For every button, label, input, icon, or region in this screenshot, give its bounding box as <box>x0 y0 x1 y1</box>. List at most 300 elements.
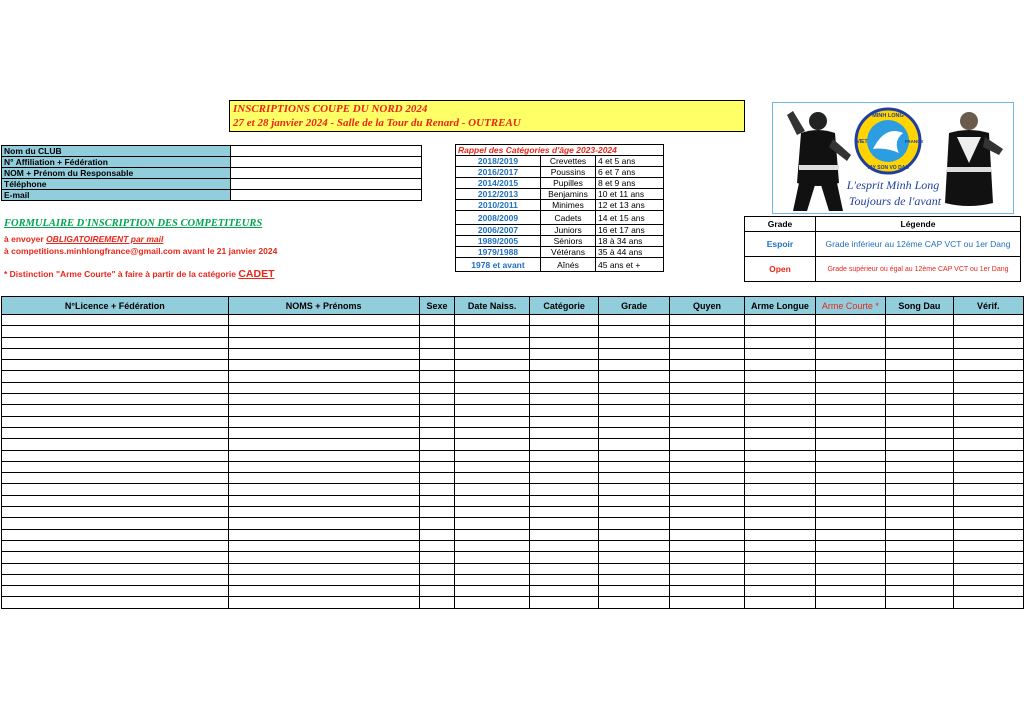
table-cell[interactable] <box>953 371 1023 382</box>
table-cell[interactable] <box>745 405 816 416</box>
table-cell[interactable] <box>745 427 816 438</box>
table-cell[interactable] <box>2 597 229 608</box>
table-cell[interactable] <box>745 315 816 326</box>
table-cell[interactable] <box>455 461 529 472</box>
table-cell[interactable] <box>886 563 953 574</box>
table-cell[interactable] <box>815 518 885 529</box>
table-cell[interactable] <box>745 450 816 461</box>
table-cell[interactable] <box>953 450 1023 461</box>
table-cell[interactable] <box>669 439 744 450</box>
table-cell[interactable] <box>599 326 669 337</box>
table-cell[interactable] <box>599 337 669 348</box>
table-cell[interactable] <box>953 495 1023 506</box>
table-cell[interactable] <box>2 427 229 438</box>
table-cell[interactable] <box>815 427 885 438</box>
table-cell[interactable] <box>419 382 455 393</box>
table-cell[interactable] <box>669 552 744 563</box>
table-cell[interactable] <box>455 450 529 461</box>
table-cell[interactable] <box>455 574 529 585</box>
table-cell[interactable] <box>228 427 419 438</box>
table-cell[interactable] <box>2 439 229 450</box>
table-cell[interactable] <box>228 371 419 382</box>
table-cell[interactable] <box>669 337 744 348</box>
table-cell[interactable] <box>419 416 455 427</box>
table-cell[interactable] <box>529 552 599 563</box>
table-cell[interactable] <box>745 326 816 337</box>
table-cell[interactable] <box>815 439 885 450</box>
club-field-input[interactable] <box>231 157 422 168</box>
table-cell[interactable] <box>228 337 419 348</box>
table-cell[interactable] <box>455 507 529 518</box>
event-title: INSCRIPTIONS COUPE DU NORD 2024 <box>233 103 428 115</box>
table-cell[interactable] <box>953 416 1023 427</box>
legend-description-header: Légende <box>816 217 1021 232</box>
table-cell[interactable] <box>599 461 669 472</box>
table-row <box>2 439 1024 450</box>
table-cell[interactable] <box>745 518 816 529</box>
table-cell[interactable] <box>886 326 953 337</box>
table-cell[interactable] <box>2 337 229 348</box>
table-cell[interactable] <box>669 326 744 337</box>
table-cell[interactable] <box>2 371 229 382</box>
table-cell[interactable] <box>599 518 669 529</box>
table-cell[interactable] <box>669 507 744 518</box>
table-cell[interactable] <box>2 552 229 563</box>
table-cell[interactable] <box>953 337 1023 348</box>
table-cell[interactable] <box>745 563 816 574</box>
table-cell[interactable] <box>815 394 885 405</box>
table-cell[interactable] <box>529 450 599 461</box>
table-cell[interactable] <box>455 563 529 574</box>
table-cell[interactable] <box>419 529 455 540</box>
table-cell[interactable] <box>529 507 599 518</box>
table-cell[interactable] <box>669 461 744 472</box>
table-cell[interactable] <box>599 574 669 585</box>
table-cell[interactable] <box>529 416 599 427</box>
table-cell[interactable] <box>745 507 816 518</box>
table-cell[interactable] <box>953 484 1023 495</box>
table-cell[interactable] <box>455 484 529 495</box>
table-cell[interactable] <box>886 473 953 484</box>
table-cell[interactable] <box>953 315 1023 326</box>
table-cell[interactable] <box>669 563 744 574</box>
table-cell[interactable] <box>599 586 669 597</box>
table-cell[interactable] <box>953 394 1023 405</box>
table-cell[interactable] <box>669 371 744 382</box>
table-cell[interactable] <box>419 473 455 484</box>
table-cell[interactable] <box>529 371 599 382</box>
table-cell[interactable] <box>953 540 1023 551</box>
table-cell[interactable] <box>599 439 669 450</box>
table-cell[interactable] <box>2 495 229 506</box>
table-cell[interactable] <box>886 348 953 359</box>
table-cell[interactable] <box>228 529 419 540</box>
table-cell[interactable] <box>669 495 744 506</box>
table-cell[interactable] <box>228 405 419 416</box>
table-cell[interactable] <box>599 427 669 438</box>
table-cell[interactable] <box>669 315 744 326</box>
table-cell[interactable] <box>669 529 744 540</box>
table-cell[interactable] <box>815 360 885 371</box>
table-cell[interactable] <box>419 450 455 461</box>
table-cell[interactable] <box>886 439 953 450</box>
table-cell[interactable] <box>953 405 1023 416</box>
table-cell[interactable] <box>2 563 229 574</box>
table-cell[interactable] <box>228 461 419 472</box>
table-cell[interactable] <box>529 473 599 484</box>
table-cell[interactable] <box>669 484 744 495</box>
table-cell[interactable] <box>815 326 885 337</box>
table-cell[interactable] <box>599 563 669 574</box>
table-cell[interactable] <box>669 586 744 597</box>
table-cell[interactable] <box>953 552 1023 563</box>
table-cell[interactable] <box>599 360 669 371</box>
table-cell[interactable] <box>455 473 529 484</box>
table-cell[interactable] <box>745 371 816 382</box>
table-cell[interactable] <box>455 348 529 359</box>
table-cell[interactable] <box>953 597 1023 608</box>
table-cell[interactable] <box>745 473 816 484</box>
table-cell[interactable] <box>599 394 669 405</box>
table-cell[interactable] <box>529 518 599 529</box>
table-cell[interactable] <box>599 450 669 461</box>
table-cell[interactable] <box>228 518 419 529</box>
table-cell[interactable] <box>815 484 885 495</box>
table-cell[interactable] <box>2 518 229 529</box>
table-cell[interactable] <box>455 518 529 529</box>
table-cell[interactable] <box>745 461 816 472</box>
table-cell[interactable] <box>228 495 419 506</box>
table-cell[interactable] <box>2 382 229 393</box>
table-cell[interactable] <box>228 507 419 518</box>
table-cell[interactable] <box>886 315 953 326</box>
table-cell[interactable] <box>745 597 816 608</box>
table-cell[interactable] <box>529 439 599 450</box>
table-cell[interactable] <box>228 450 419 461</box>
table-cell[interactable] <box>669 416 744 427</box>
table-cell[interactable] <box>669 394 744 405</box>
table-cell[interactable] <box>419 439 455 450</box>
table-cell[interactable] <box>669 597 744 608</box>
table-cell[interactable] <box>886 416 953 427</box>
table-cell[interactable] <box>886 461 953 472</box>
table-cell[interactable] <box>745 348 816 359</box>
table-cell[interactable] <box>953 563 1023 574</box>
table-cell[interactable] <box>419 371 455 382</box>
table-cell[interactable] <box>419 337 455 348</box>
table-cell[interactable] <box>455 371 529 382</box>
table-cell[interactable] <box>2 394 229 405</box>
table-cell[interactable] <box>599 315 669 326</box>
table-cell[interactable] <box>228 326 419 337</box>
table-cell[interactable] <box>886 552 953 563</box>
table-cell[interactable] <box>529 529 599 540</box>
table-cell[interactable] <box>953 348 1023 359</box>
table-cell[interactable] <box>953 586 1023 597</box>
table-cell[interactable] <box>455 405 529 416</box>
table-cell[interactable] <box>419 405 455 416</box>
table-cell[interactable] <box>455 540 529 551</box>
table-cell[interactable] <box>599 540 669 551</box>
table-cell[interactable] <box>529 586 599 597</box>
table-cell[interactable] <box>886 495 953 506</box>
table-cell[interactable] <box>2 450 229 461</box>
table-cell[interactable] <box>419 360 455 371</box>
table-cell[interactable] <box>455 315 529 326</box>
table-cell[interactable] <box>953 574 1023 585</box>
table-cell[interactable] <box>419 507 455 518</box>
column-header: Arme Longue <box>745 297 816 315</box>
table-cell[interactable] <box>745 360 816 371</box>
table-cell[interactable] <box>669 574 744 585</box>
table-cell[interactable] <box>2 540 229 551</box>
table-cell[interactable] <box>419 552 455 563</box>
table-cell[interactable] <box>419 495 455 506</box>
table-cell[interactable] <box>419 597 455 608</box>
table-cell[interactable] <box>599 405 669 416</box>
table-cell[interactable] <box>455 382 529 393</box>
table-cell[interactable] <box>953 382 1023 393</box>
table-cell[interactable] <box>419 348 455 359</box>
table-cell[interactable] <box>599 552 669 563</box>
table-cell[interactable] <box>886 597 953 608</box>
table-cell[interactable] <box>228 315 419 326</box>
table-cell[interactable] <box>669 427 744 438</box>
table-cell[interactable] <box>529 348 599 359</box>
table-cell[interactable] <box>669 518 744 529</box>
table-cell[interactable] <box>599 348 669 359</box>
table-cell[interactable] <box>455 394 529 405</box>
table-cell[interactable] <box>599 507 669 518</box>
table-cell[interactable] <box>228 563 419 574</box>
table-cell[interactable] <box>953 518 1023 529</box>
table-cell[interactable] <box>886 337 953 348</box>
club-field-input[interactable] <box>231 179 422 190</box>
table-cell[interactable] <box>815 337 885 348</box>
table-cell[interactable] <box>2 473 229 484</box>
table-cell[interactable] <box>529 405 599 416</box>
table-cell[interactable] <box>455 337 529 348</box>
table-cell[interactable] <box>529 360 599 371</box>
table-cell[interactable] <box>745 394 816 405</box>
table-cell[interactable] <box>886 360 953 371</box>
table-cell[interactable] <box>669 360 744 371</box>
club-info-row <box>2 190 422 201</box>
table-cell[interactable] <box>455 427 529 438</box>
table-cell[interactable] <box>599 382 669 393</box>
table-cell[interactable] <box>599 416 669 427</box>
table-cell[interactable] <box>953 427 1023 438</box>
table-cell[interactable] <box>455 529 529 540</box>
table-cell[interactable] <box>529 495 599 506</box>
table-cell[interactable] <box>953 326 1023 337</box>
table-cell[interactable] <box>228 439 419 450</box>
table-cell[interactable] <box>419 574 455 585</box>
table-cell[interactable] <box>745 416 816 427</box>
category-years: 2014/2015 <box>456 178 541 189</box>
table-cell[interactable] <box>419 427 455 438</box>
table-cell[interactable] <box>529 540 599 551</box>
table-cell[interactable] <box>815 450 885 461</box>
table-cell[interactable] <box>599 495 669 506</box>
table-cell[interactable] <box>745 574 816 585</box>
table-cell[interactable] <box>599 484 669 495</box>
table-cell[interactable] <box>886 507 953 518</box>
table-cell[interactable] <box>669 405 744 416</box>
table-cell[interactable] <box>599 371 669 382</box>
table-cell[interactable] <box>815 529 885 540</box>
table-cell[interactable] <box>886 382 953 393</box>
table-cell[interactable] <box>2 586 229 597</box>
table-cell[interactable] <box>815 507 885 518</box>
table-cell[interactable] <box>815 597 885 608</box>
table-cell[interactable] <box>669 540 744 551</box>
table-cell[interactable] <box>953 360 1023 371</box>
club-field-input[interactable] <box>231 168 422 179</box>
table-cell[interactable] <box>228 473 419 484</box>
table-cell[interactable] <box>669 473 744 484</box>
table-cell[interactable] <box>2 326 229 337</box>
table-cell[interactable] <box>886 427 953 438</box>
table-cell[interactable] <box>455 360 529 371</box>
table-cell[interactable] <box>2 360 229 371</box>
table-cell[interactable] <box>529 597 599 608</box>
table-cell[interactable] <box>745 439 816 450</box>
table-cell[interactable] <box>886 450 953 461</box>
table-cell[interactable] <box>2 529 229 540</box>
table-cell[interactable] <box>2 416 229 427</box>
table-cell[interactable] <box>455 597 529 608</box>
table-cell[interactable] <box>455 552 529 563</box>
table-cell[interactable] <box>419 586 455 597</box>
table-cell[interactable] <box>529 382 599 393</box>
table-cell[interactable] <box>529 563 599 574</box>
table-cell[interactable] <box>228 416 419 427</box>
table-cell[interactable] <box>2 484 229 495</box>
club-field-input[interactable] <box>231 190 422 201</box>
table-cell[interactable] <box>886 574 953 585</box>
table-cell[interactable] <box>2 507 229 518</box>
table-cell[interactable] <box>419 484 455 495</box>
table-cell[interactable] <box>745 540 816 551</box>
table-cell[interactable] <box>228 552 419 563</box>
table-cell[interactable] <box>599 529 669 540</box>
table-cell[interactable] <box>228 586 419 597</box>
table-cell[interactable] <box>529 574 599 585</box>
table-cell[interactable] <box>419 326 455 337</box>
table-cell[interactable] <box>953 507 1023 518</box>
table-cell[interactable] <box>953 461 1023 472</box>
table-cell[interactable] <box>455 416 529 427</box>
table-cell[interactable] <box>228 540 419 551</box>
table-cell[interactable] <box>953 473 1023 484</box>
table-cell[interactable] <box>228 360 419 371</box>
table-cell[interactable] <box>2 315 229 326</box>
table-cell[interactable] <box>745 484 816 495</box>
table-cell[interactable] <box>529 427 599 438</box>
table-cell[interactable] <box>419 518 455 529</box>
table-cell[interactable] <box>455 439 529 450</box>
table-cell[interactable] <box>419 315 455 326</box>
table-cell[interactable] <box>886 518 953 529</box>
table-cell[interactable] <box>529 394 599 405</box>
club-field-input[interactable] <box>231 146 422 157</box>
table-cell[interactable] <box>228 484 419 495</box>
table-cell[interactable] <box>815 563 885 574</box>
category-name: Crevettes <box>541 156 596 167</box>
table-cell[interactable] <box>953 439 1023 450</box>
table-cell[interactable] <box>745 337 816 348</box>
table-cell[interactable] <box>2 405 229 416</box>
table-cell[interactable] <box>529 461 599 472</box>
table-cell[interactable] <box>815 371 885 382</box>
table-cell[interactable] <box>2 348 229 359</box>
table-cell[interactable] <box>815 574 885 585</box>
table-cell[interactable] <box>599 597 669 608</box>
table-cell[interactable] <box>419 563 455 574</box>
table-cell[interactable] <box>455 326 529 337</box>
table-cell[interactable] <box>669 348 744 359</box>
table-cell[interactable] <box>228 597 419 608</box>
table-cell[interactable] <box>953 529 1023 540</box>
table-cell[interactable] <box>228 574 419 585</box>
table-cell[interactable] <box>886 394 953 405</box>
table-cell[interactable] <box>228 382 419 393</box>
table-cell[interactable] <box>455 586 529 597</box>
table-cell[interactable] <box>529 337 599 348</box>
table-cell[interactable] <box>529 484 599 495</box>
table-cell[interactable] <box>529 315 599 326</box>
table-cell[interactable] <box>419 540 455 551</box>
table-cell[interactable] <box>886 529 953 540</box>
table-cell[interactable] <box>228 348 419 359</box>
table-cell[interactable] <box>745 495 816 506</box>
table-cell[interactable] <box>745 529 816 540</box>
table-cell[interactable] <box>529 326 599 337</box>
table-cell[interactable] <box>886 484 953 495</box>
category-age: 8 et 9 ans <box>596 178 664 189</box>
table-cell[interactable] <box>815 416 885 427</box>
table-cell[interactable] <box>745 552 816 563</box>
table-cell[interactable] <box>2 461 229 472</box>
table-cell[interactable] <box>886 371 953 382</box>
table-row <box>2 574 1024 585</box>
table-cell[interactable] <box>815 461 885 472</box>
table-cell[interactable] <box>886 586 953 597</box>
table-cell[interactable] <box>815 315 885 326</box>
table-cell[interactable] <box>815 348 885 359</box>
table-cell[interactable] <box>815 495 885 506</box>
table-cell[interactable] <box>886 405 953 416</box>
table-cell[interactable] <box>815 473 885 484</box>
table-cell[interactable] <box>745 586 816 597</box>
table-cell[interactable] <box>886 540 953 551</box>
table-cell[interactable] <box>815 552 885 563</box>
table-cell[interactable] <box>815 540 885 551</box>
table-cell[interactable] <box>599 473 669 484</box>
table-cell[interactable] <box>455 495 529 506</box>
table-cell[interactable] <box>228 394 419 405</box>
table-cell[interactable] <box>669 450 744 461</box>
table-cell[interactable] <box>815 405 885 416</box>
table-cell[interactable] <box>419 461 455 472</box>
table-cell[interactable] <box>745 382 816 393</box>
table-cell[interactable] <box>815 382 885 393</box>
table-cell[interactable] <box>669 382 744 393</box>
table-cell[interactable] <box>2 574 229 585</box>
table-cell[interactable] <box>815 586 885 597</box>
table-cell[interactable] <box>419 394 455 405</box>
